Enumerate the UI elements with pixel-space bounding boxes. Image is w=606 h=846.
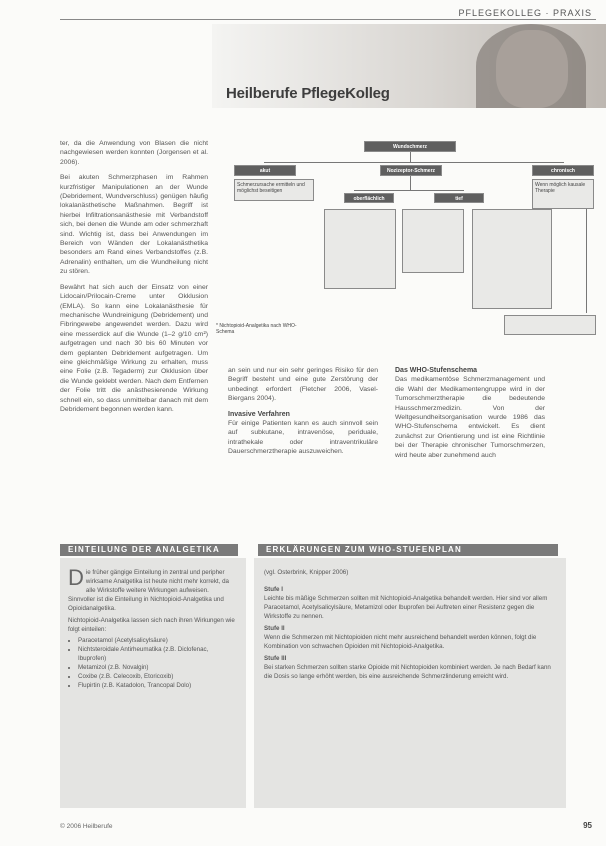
diagram-box-chronisch: chronisch <box>532 165 594 176</box>
diagram-box-tief: tief <box>434 193 484 203</box>
left-column <box>60 139 208 420</box>
diagram-note-right: Wenn möglich kausale Therapie <box>532 179 594 209</box>
stage-3-text: Bei starken Schmerzen sollten starke Opioide mit Nichtopioiden kombiniert werden. Je nach Bedarf kann die Dosis so lange erhöht werden, bis eine ausreichende Schmerzlinderung erreicht wird. <box>264 664 551 680</box>
right-column <box>395 366 545 466</box>
list-item: • Paracetamol (Acetylsalicylsäure) <box>78 636 236 645</box>
diagram-top-box: Wundschmerz <box>364 141 456 152</box>
box-left-list-intro: Nichtopioid-Analgetika lassen sich nach ihren Wirkungen wie folgt einteilen: <box>68 617 235 633</box>
diagram-detail-box-2 <box>402 209 464 273</box>
diagram-detail-box-1 <box>324 209 396 289</box>
box-right-text <box>264 568 556 681</box>
diagram-box-akut: akut <box>234 165 296 176</box>
banner-title: Heilberufe PflegeKolleg <box>226 85 390 102</box>
list-item: • Flupirtin (z.B. Katadolon, Trancopal Dolo) <box>78 681 236 690</box>
mid-paragraph-1: an sein und nur ein sehr geringes Risiko für den Begriff besteht und eine gute Zerstörung der unbedingt erfordert (Fletcher 2006, Vasel-Biergans 2004). <box>228 367 378 403</box>
box-right-title: ERKLÄRUNGEN ZUM WHO-STUFENPLAN <box>258 544 558 556</box>
diagram-line <box>586 209 587 313</box>
diagram-line <box>410 176 411 190</box>
list-item: • Metamizol (z.B. Novalgin) <box>78 663 236 672</box>
diagram-line <box>410 152 411 162</box>
box-right-source: (vgl. Osterbrink, Knipper 2006) <box>264 569 349 576</box>
diagram-note-left: Schmerzursache ermitteln und möglichst beseitigen <box>234 179 314 201</box>
box-left-intro: ie früher gängige Einteilung in zentral und peripher wirksame Analgetika ist heute nicht mehr korrekt, da alle Wirkstoffe weitere Wirkungen aufweisen. Sinnvoller ist die Einteilung in Nichtopioid-Analgetika und Opioidanalgetika. <box>68 569 229 612</box>
dropcap: D <box>68 565 84 590</box>
diagram-box-oberflaechlich: oberflächlich <box>344 193 394 203</box>
right-subheading: Das WHO-Stufenschema <box>395 367 478 374</box>
stage-3-title: Stufe III <box>264 655 287 662</box>
left-paragraph-2: Bei akuten Schmerzphasen im Rahmen kurzfristiger Manipulationen an der Wunde (Debridement, Wundverschluss) genügen häufig lokalanästhetische Maßnahmen. Begriff ist hierbei Infiltrationsanästhesie mit Verbandstoff sich, bei denen die Wunde am oder schmerzhaft sind. Wichtig ist, dass bei Anwendungen im Bereich von Wänden der Lokalanästhetika besonders am Rand eines Verbandstoffes (z.B. Adrenalin) enthalten, um die Wundheilung nicht zu stören. <box>60 174 208 276</box>
photo-face <box>496 30 568 108</box>
stage-1-text: Leichte bis mäßige Schmerzen sollten mit Nichtopioid-Analgetika behandelt werden. Hier sind vor allem Paracetamol, Acetylsalicylsäure, Metamizol oder Ibuprofen bei Auftreten einer Resistenz gegen die Wirkstoffe zu nennen. <box>264 595 548 620</box>
list-item: • Nichtsteroidale Antirheumatika (z.B. Diclofenac, Ibuprofen) <box>78 645 236 663</box>
diagram-line <box>264 162 564 163</box>
header-rule <box>60 19 596 20</box>
diagram-line <box>354 190 464 191</box>
stage-2-title: Stufe II <box>264 625 285 632</box>
box-left-title: EINTEILUNG DER ANALGETIKA <box>60 544 238 556</box>
box-left-text <box>68 565 236 692</box>
list-item: • Coxibe (z.B. Celecoxib, Etoricoxib) <box>78 672 236 681</box>
mid-paragraph-2: Für einige Patienten kann es auch sinnvoll sein auf subkutane, intravenöse, periduale, intrathekale oder intraventrikuläre Dauerschmerztherapie auszuweichen. <box>228 420 378 456</box>
mid-subheading: Invasive Verfahren <box>228 410 290 418</box>
diagram-legend: * Nichtopioid-Analgetika nach WHO-Schema <box>216 323 297 335</box>
box-right-panel <box>254 558 566 808</box>
wound-pain-diagram <box>214 137 600 345</box>
left-paragraph-1: ter, da die Anwendung von Blasen die nicht nachgewiesen werden konnten (Jorgensen et al. 2006). <box>60 140 208 166</box>
diagram-detail-box-3 <box>472 209 552 309</box>
box-left-panel <box>60 558 246 808</box>
diagram-box-nozizeptor: Nozizeptor-Schmerz <box>380 165 442 176</box>
footer-copyright: © 2006 Heilberufe <box>60 823 113 830</box>
stage-2-text: Wenn die Schmerzen mit Nichtopioiden nicht mehr ausreichend behandelt werden können, folgt die Kombination von schwachen Opioiden mit Nichtopioid-Analgetika. <box>264 634 537 650</box>
right-paragraph: Das medikamentöse Schmerzmanagement und die Wahl der Medikamentengruppe wird in der Tumorschmerztherapie die bedeutende Hausschmerzmedizin. Von der Weltgesundheitsorganisation wurde 1986 das WHO-Stufenschema entwickelt. Es dient zunächst zur Orientierung und ist eine Richtlinie bei der Therapie chronischer Tumorschmerzen, wird heute aber zunehmend auch <box>395 376 545 459</box>
stage-1-title: Stufe I <box>264 586 283 593</box>
left-paragraph-3: Bewährt hat sich auch der Einsatz von einer Lidocain/Prilocain-Creme unter Okklusion (EMLA). So kann eine Lokalanästhesie für mechanische Wundreinigung (Debridement) und Fibringewebe angewendet werden. Dazu wird eine messerdick auf die Wunde (1–2 g/10 cm²) aufgetragen und nach 30 bis 60 Minuten vor dem geplanten Debridement aufgetragen. Um eine gleichmäßige Wirkung zu erhalten, muss eine Folie (z.B. Tegaderm) zur Okklusion über die Wunde geklebt werden. Nach dem Entfernen der Folie tritt die anästhesierende Wirkung schnell ein, so dass unmittelbar danach mit dem Debridement begonnen werden kann. <box>60 283 208 413</box>
middle-column <box>228 366 378 463</box>
running-header: PFLEGEKOLLEG · PRAXIS <box>458 8 592 18</box>
page-number: 95 <box>583 821 592 830</box>
analgesic-list <box>68 636 236 690</box>
diagram-bottom-box <box>504 315 596 335</box>
